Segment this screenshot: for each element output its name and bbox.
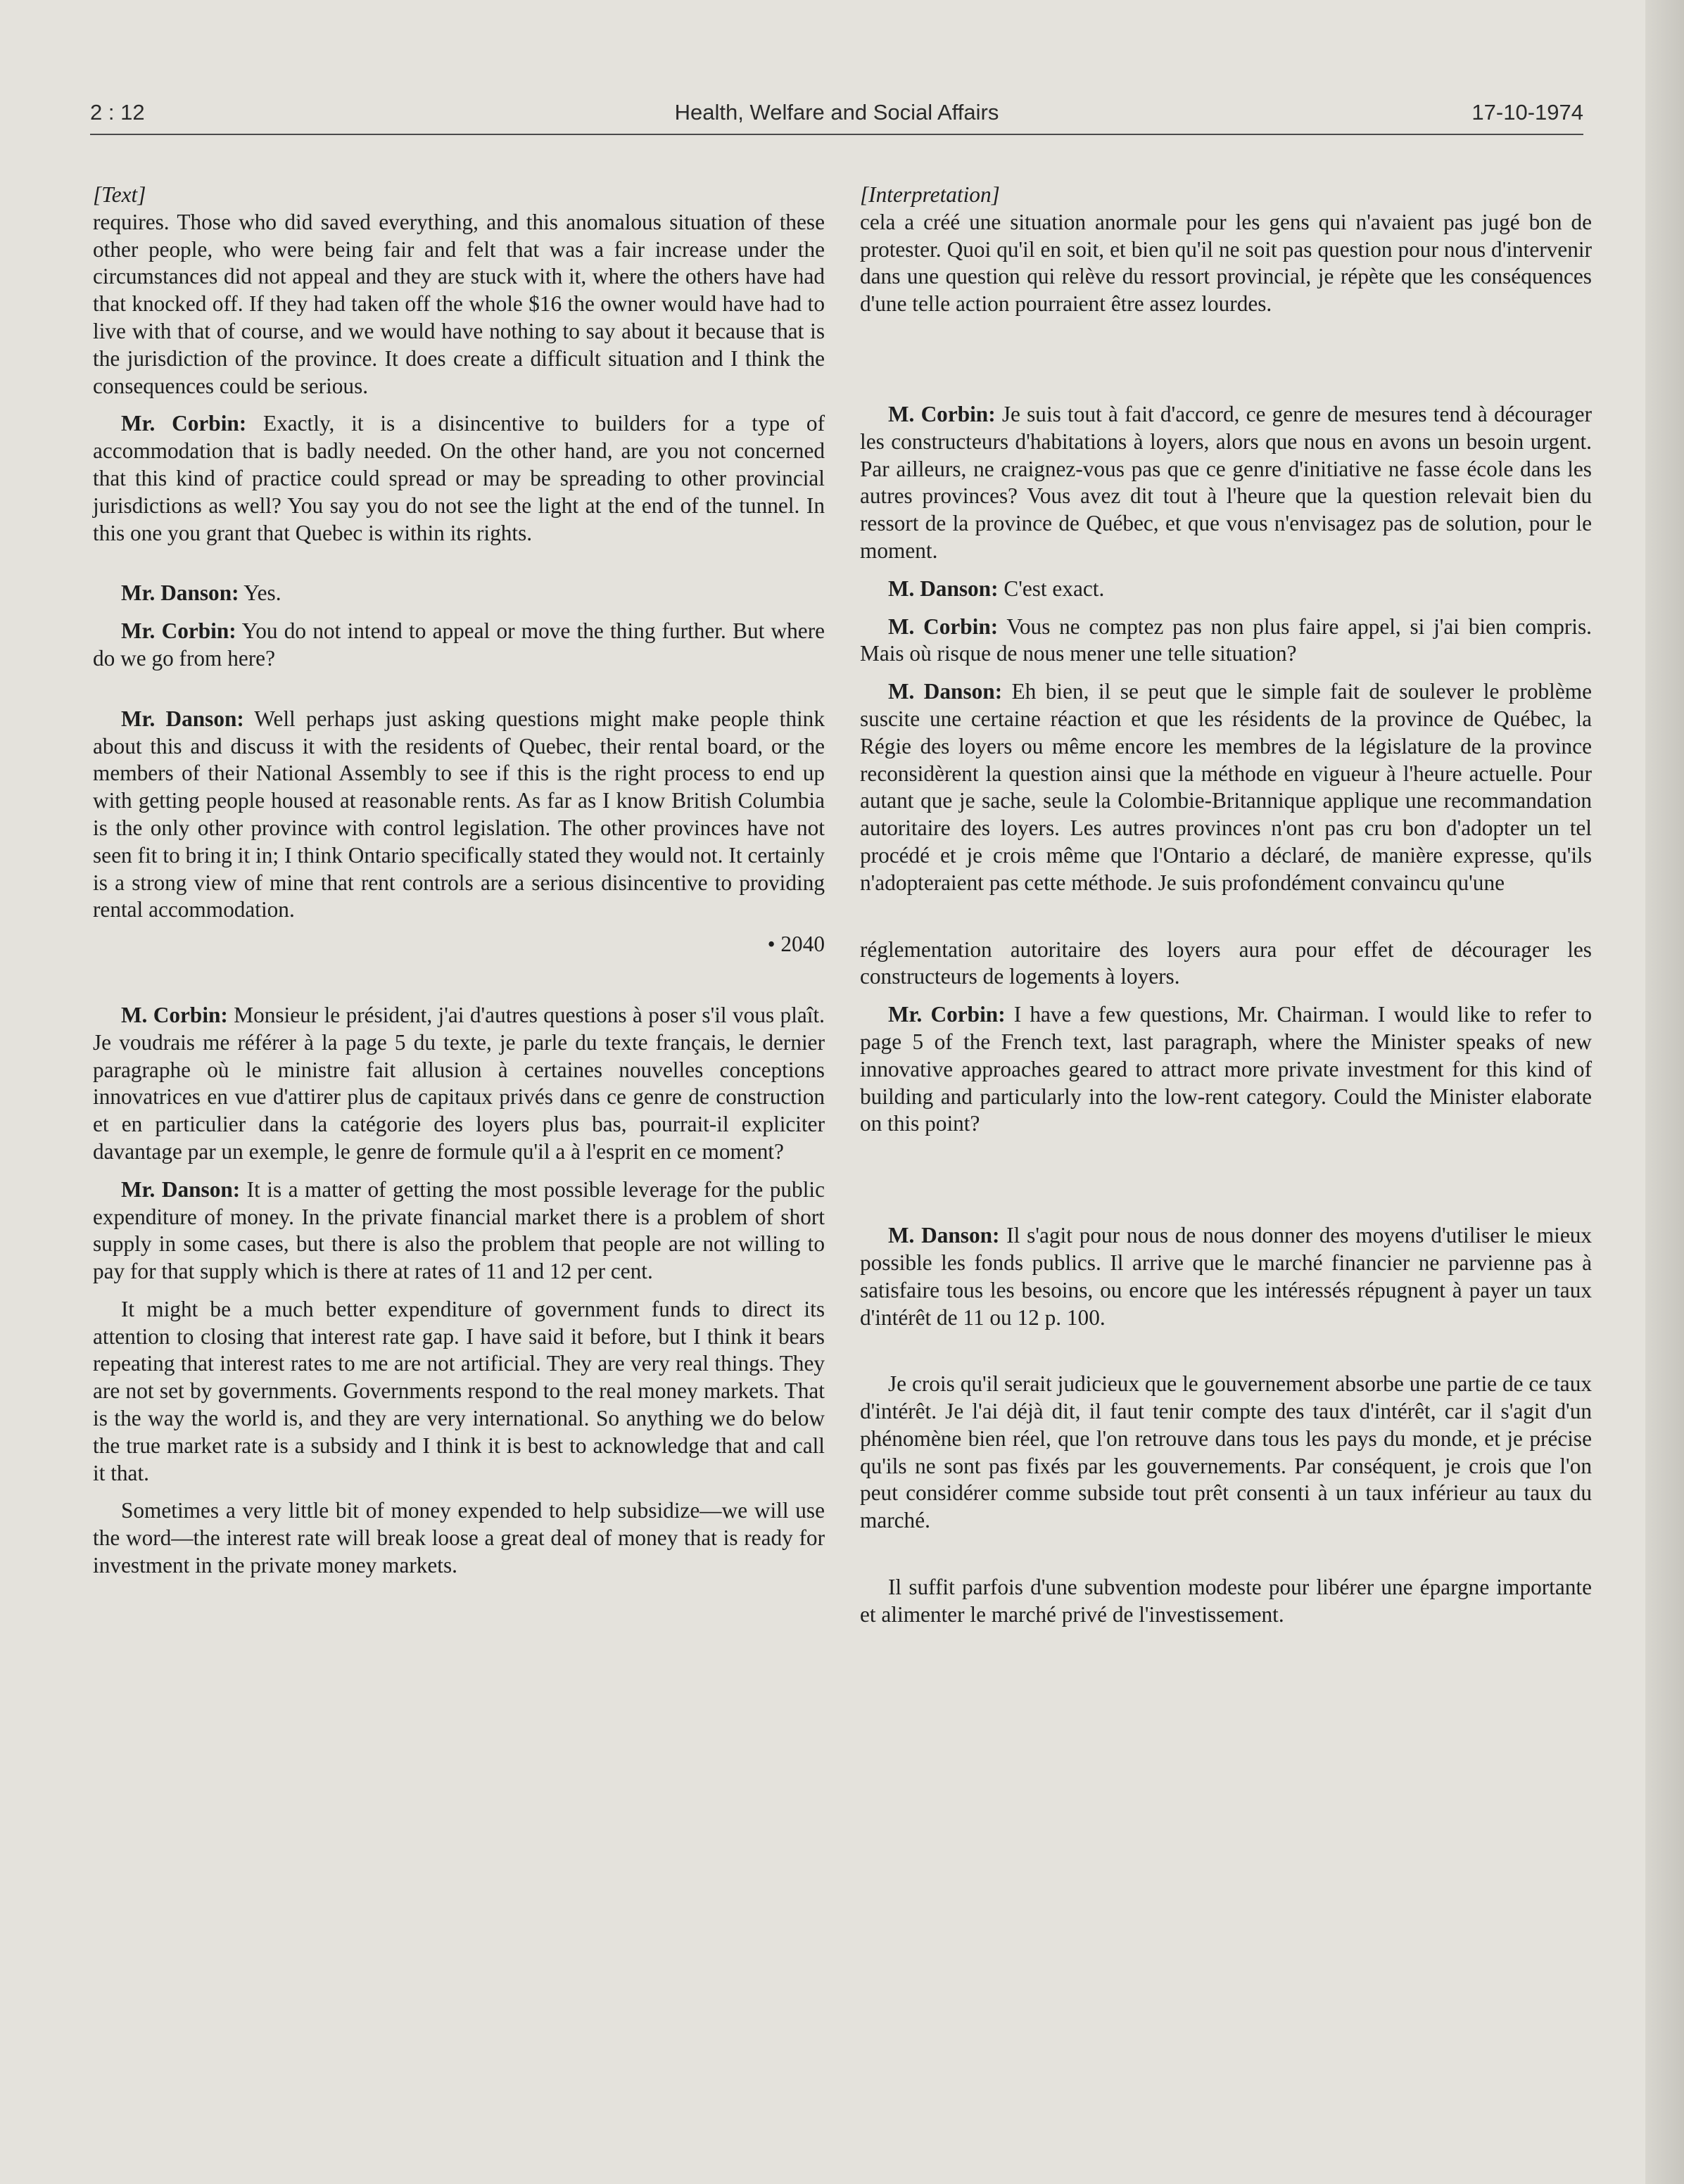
left-column [93,182,825,1580]
speaker-name: M. Danson: [888,1223,1000,1248]
speech-text: Monsieur le président, j'ai d'autres questions à poser s'il vous plaît. Je voudrais me référer à la page 5 du texte, je parle du texte français, le dernier paragraphe où le ministre fait allusion à certaines nouvelles conceptions innovatrices en vue d'attirer plus de capitaux privés dans ce genre de construction et en particulier dans la catégorie des loyers plus bas, pourrait-il expliciter davantage par un exemple, le genre de formule qu'il a à l'esprit en ce moment? [93,1002,825,1164]
paragraph: Il suffit parfois d'une subvention modeste pour libérer une épargne importante et alimenter le marché privé de l'investissement. [860,1575,1592,1627]
speech-text: Eh bien, il se peut que le simple fait de soulever le problème suscite une certaine réaction et que les résidents de la province de Québec, la Régie des loyers ou même encore les membres de la législature de la province reconsidèrent la question ainsi que la méthode en vigueur à l'heure actuelle. Pour autant que je sache, seule la Colombie-Britannique applique une recommandation autoritaire des loyers. Les autres provinces n'ont pas cru bon d'adopter un tel procédé et je crois même que l'Ontario a déclaré, de manière expresse, qu'ils n'adopteraient pas cette méthode. Je suis profondément convaincu qu'une [860,679,1592,895]
speech-paragraph [860,1001,1592,1138]
speech-text: Well perhaps just asking questions might make people think about this and discuss it with the residents of Quebec, their rental board, or the members of their National Assembly to see if this is the right process to end up with getting people housed at reasonable rents. As far as I know British Columbia is the only other province with control legislation. The other provinces have not seen fit to bring it in; I think Ontario specifically stated they would not. It certainly is a strong view of mine that rent controls are a serious disincentive to providing rental accommodation. [93,706,825,922]
speech-paragraph [93,410,825,547]
speech-text: I have a few questions, Mr. Chairman. I would like to refer to page 5 of the French text, last paragraph, where the Minister speaks of new innovative approaches geared to attract more private investment for this kind of building and particularly into the low-rent category. Could the Minister elaborate on this point? [860,1002,1593,1136]
speech-text: It is a matter of getting the most possible leverage for the public expenditure of money. In the private financial market there is a problem of short supply in some cases, but there is also the problem that people are not willing to pay for that supply which is there at rates of 11 and 12 per cent. [93,1176,825,1284]
speech-text: Yes. [239,580,281,606]
paragraph: cela a créé une situation anormale pour les gens qui n'avaient pas jugé bon de protester. Quoi qu'il en soit, et bien qu'il ne soit pas question pour nous d'intervenir dans une question qui relève du ressort provincial, je répète que les conséquences d'une telle action pourraient être assez lourdes. [860,209,1592,317]
speech-text: You do not intend to appeal or move the thing further. But where do we go from here? [93,618,825,671]
speech-paragraph [93,580,825,607]
speech-text: Je suis tout à fait d'accord, ce genre de mesures tend à décourager les constructeurs d'habitations à loyers, alors que nous en avons un besoin urgent. Par ailleurs, ne craignez-vous pas que ce genre d'initiative ne fasse école dans les autres provinces? Vous avez dit tout à l'heure que la question relevait bien du ressort de la province de Québec, et que vous n'envisagez pas de solution, pour le moment. [860,401,1592,563]
paragraph: It might be a much better expenditure of government funds to direct its attention to closing that interest rate gap. I have said it before, but I think it bears repeating that interest rates to me are not artificial. They are very real things. They are not set by governments. Governments respond to the real money markets. That is the way the world is, and they are very international. So anything we do below the true market rate is a subsidy and I think it is best to acknowledge that and call it that. [93,1296,825,1485]
speaker-name: M. Danson: [888,679,1003,704]
page-number: 2 : 12 [90,100,145,125]
speech-paragraph [860,576,1592,603]
speaker-name: Mr. Corbin: [888,1002,1006,1027]
speaker-name: Mr. Corbin: [121,618,236,644]
speech-paragraph [93,618,825,673]
speech-text: Il s'agit pour nous de nous donner des moyens d'utiliser le mieux possible les fonds publics. Il arrive que le marché financier ne parvienne pas à satisfaire tous les besoins, ou encore que les intéressés répugnent à payer un taux d'intérêt de 11 ou 12 p. 100. [860,1223,1593,1330]
speech-text: Vous ne comptez pas non plus faire appel, si j'ai bien compris. Mais où risque de nous mener une telle situation? [860,614,1592,666]
speaker-name: M. Corbin: [888,401,996,426]
speaker-name: M. Danson: [888,576,999,601]
speech-paragraph [860,614,1592,668]
paragraph: requires. Those who did saved everything, and this anomalous situation of these other people, who were being fair and felt that was a fair increase under the circumstances did not appeal and they are stuck with it, where the others have had that knocked off. If they had taken off the whole $16 the owner would have had to live with that of course, and we would have nothing to say about it because that is the jurisdiction of the province. It does create a difficult situation and I think the consequences could be serious. [93,209,825,398]
text-tag: [Text] [93,182,146,207]
interpretation-tag: [Interpretation] [860,182,1000,207]
page-edge [1645,0,1684,2184]
speech-text: Exactly, it is a disincentive to builders for a type of accommodation that is badly needed. On the other hand, are you not concerned that this kind of practice could spread or may be spreading to other provincial jurisdictions as well? You say you do not see the light at the end of the tunnel. In this one you grant that Quebec is within its rights. [93,411,825,545]
paragraph: Je crois qu'il serait judicieux que le gouvernement absorbe une partie de ce taux d'intérêt. Je l'ai déjà dit, il faut tenir compte des taux d'intérêt, car il s'agit d'un phénomène bien réel, que l'on retrouve dans tous les pays du monde, et je précise qu'ils ne sont pas fixés par les gouvernements. Par conséquent, je crois que l'on peut considérer comme subside tout prêt consenti à un taux inférieur au taux du marché. [860,1371,1592,1533]
speech-paragraph [93,1176,825,1285]
paragraph: Sometimes a very little bit of money expended to help subsidize—we will use the word—the interest rate will break loose a great deal of money that is ready for investment in the private money markets. [93,1498,825,1578]
running-header [90,97,1583,135]
header-date: 17-10-1974 [1471,100,1583,125]
speech-paragraph [93,706,825,924]
speaker-name: Mr. Danson: [121,706,244,731]
speech-paragraph [93,1002,825,1166]
speaker-name: Mr. Danson: [121,580,239,606]
publication-title: Health, Welfare and Social Affairs [674,100,999,125]
paragraph: réglementation autoritaire des loyers aura pour effet de décourager les constructeurs de logements à loyers. [860,937,1592,989]
speech-paragraph [860,1222,1592,1331]
time-marker: • 2040 [767,932,825,957]
speaker-name: M. Corbin: [888,614,999,639]
right-column [860,182,1592,1629]
speech-text: C'est exact. [998,576,1105,601]
speech-paragraph [860,401,1592,565]
speech-paragraph [860,678,1592,896]
speaker-name: Mr. Danson: [121,1176,241,1202]
speaker-name: Mr. Corbin: [121,411,247,436]
speaker-name: M. Corbin: [121,1002,228,1027]
